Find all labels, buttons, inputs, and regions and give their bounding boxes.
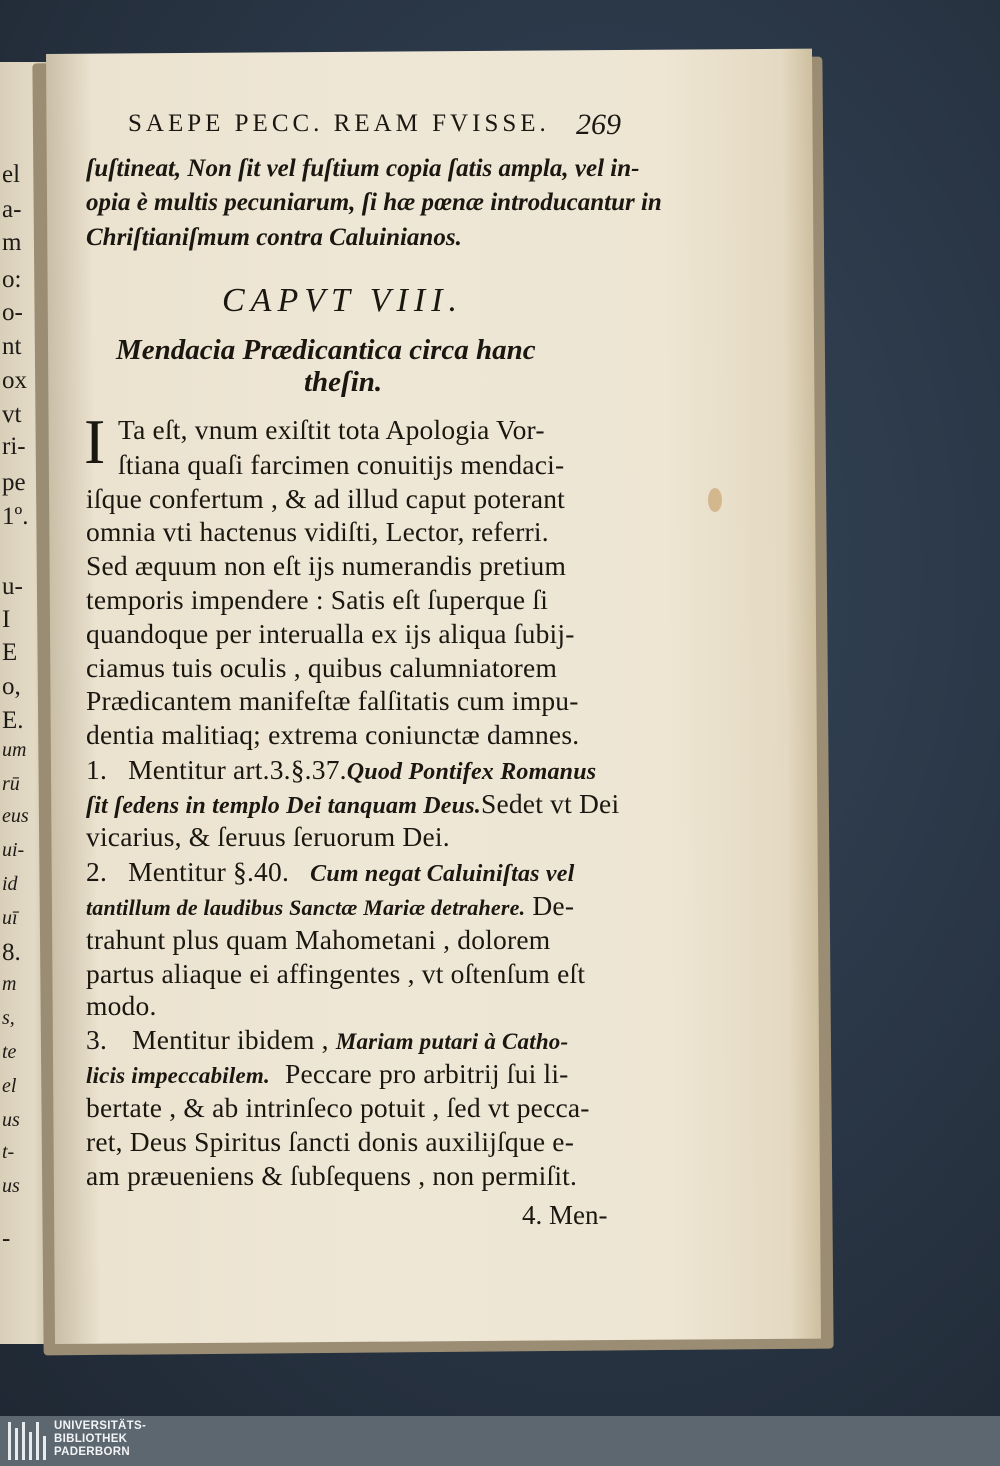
item-number: 1. bbox=[86, 754, 108, 785]
item-3-line: am præueniens & ſubſequens , non permiſit. bbox=[86, 1160, 578, 1191]
item-3-line: bertate , & ab intrinſeco potuit , ſed vt pecca- bbox=[86, 1092, 590, 1123]
facing-page-fragment: eus bbox=[2, 805, 29, 827]
library-name-line: PADERBORN bbox=[54, 1446, 130, 1458]
facing-page-fragment: uī bbox=[2, 907, 18, 929]
facing-page-fragment: pe bbox=[2, 469, 26, 496]
body-line: Prædicantem manifeſtæ falſitatis cum impu- bbox=[86, 685, 579, 716]
body-line: quandoque per interualla ex ijs aliqua ſubij- bbox=[86, 618, 575, 649]
item-text: Peccare pro arbitrij ſui li- bbox=[285, 1058, 569, 1089]
item-lead: Mentitur ibidem , bbox=[132, 1024, 329, 1055]
item-text: Sedet vt Dei bbox=[480, 788, 620, 819]
facing-page-fragment: E. bbox=[2, 707, 24, 734]
facing-page-fragment: id bbox=[2, 873, 18, 895]
item-text: De- bbox=[532, 890, 575, 921]
item-lead: Mentitur §.40. bbox=[128, 856, 290, 887]
item-lead: Mentitur art.3.§.37. bbox=[128, 754, 347, 785]
item-2-line: partus aliaque ei affingentes , vt oſtenſum eſt bbox=[86, 958, 586, 989]
italic-line: opia è multis pecuniarum, ſi hæ pœnæ introducantur in bbox=[86, 189, 662, 216]
chapter-title: Mendacia Prædicantica circa hanc bbox=[116, 334, 536, 366]
item-quote: tantillum de laudibus Sanctæ Mariæ detrahere. bbox=[86, 895, 526, 920]
facing-page-fragment: s, bbox=[2, 1007, 15, 1029]
facing-page-fragment: E bbox=[2, 639, 18, 666]
facing-page-fragment: el bbox=[2, 161, 21, 188]
facing-page-fragment: um bbox=[2, 739, 27, 761]
page-number: 269 bbox=[576, 108, 621, 141]
item-2-line bbox=[86, 858, 574, 886]
drop-capital: I bbox=[84, 406, 106, 477]
facing-page-fragment: ui- bbox=[2, 839, 25, 861]
italic-line: Chriſtianiſmum contra Caluinianos. bbox=[86, 224, 462, 251]
facing-page-fragment: rū bbox=[2, 773, 20, 795]
item-3-line: ret, Deus Spiritus ſancti donis auxilijſque e- bbox=[86, 1126, 575, 1157]
paper-stain bbox=[708, 488, 722, 512]
facing-page-fragment: 1º. bbox=[2, 503, 29, 530]
item-1-line bbox=[86, 756, 596, 784]
facing-page-fragment: te bbox=[2, 1041, 17, 1063]
body-line: Ta eſt, vnum exiſtit tota Apologia Vor- bbox=[118, 414, 545, 445]
facing-page-fragment: ri- bbox=[2, 433, 26, 460]
facing-page-fragment: a- bbox=[2, 196, 22, 223]
library-footer bbox=[0, 1416, 1000, 1466]
body-line: iſque confertum , & ad illud caput poterant bbox=[86, 483, 566, 514]
italic-line: ſuſtineat, Non ſit vel fuſtium copia ſatis ampla, vel in- bbox=[86, 155, 640, 182]
facing-page-fragment: us bbox=[2, 1175, 20, 1197]
chapter-heading: CAPVT VIII. bbox=[222, 282, 464, 319]
body-line: Sed æquum non eſt ijs numerandis pretium bbox=[86, 550, 567, 581]
facing-page-fragment: m bbox=[2, 973, 17, 995]
item-number: 2. bbox=[86, 856, 108, 887]
item-quote: Quod Pontifex Romanus bbox=[346, 759, 597, 785]
item-1-line: vicarius, & ſeruus ſeruorum Dei. bbox=[86, 821, 450, 852]
item-2-line: modo. bbox=[86, 990, 157, 1021]
facing-page-fragment: o, bbox=[2, 673, 21, 700]
item-number: 3. bbox=[86, 1024, 108, 1055]
facing-page-fragment: o: bbox=[2, 266, 22, 293]
facing-page-fragment: vt bbox=[2, 401, 22, 428]
item-3-line bbox=[86, 1060, 569, 1088]
facing-page-fragment: o- bbox=[2, 299, 23, 326]
facing-page-fragment: us bbox=[2, 1109, 20, 1131]
facing-page-fragment: - bbox=[2, 1225, 11, 1252]
item-1-line bbox=[86, 790, 619, 818]
item-2-line: trahunt plus quam Mahometani , dolorem bbox=[86, 924, 551, 955]
item-3-line bbox=[86, 1026, 568, 1054]
facing-page-fragment: 8. bbox=[2, 939, 21, 966]
library-logo-icon bbox=[8, 1422, 48, 1460]
facing-page-fragment: u- bbox=[2, 573, 23, 600]
catchword: 4. Men- bbox=[522, 1200, 608, 1230]
facing-page-fragment: I bbox=[2, 606, 11, 633]
item-2-line bbox=[86, 892, 574, 920]
body-line: omnia vti hactenus vidiſti, Lector, referri. bbox=[86, 516, 549, 547]
library-name-line: UNIVERSITÄTS- bbox=[54, 1420, 147, 1432]
facing-page-fragment: t- bbox=[2, 1141, 15, 1163]
item-quote: licis impeccabilem. bbox=[86, 1063, 270, 1088]
body-line: ſtiana quaſi farcimen conuitijs mendaci- bbox=[118, 449, 565, 480]
running-head-title: SAEPE PECC. REAM FVISSE. bbox=[128, 110, 550, 137]
body-line: temporis impendere : Satis eſt ſuperque ſi bbox=[86, 584, 549, 615]
item-quote: Cum negat Caluiniſtas vel bbox=[310, 861, 575, 887]
facing-page-fragment: nt bbox=[2, 333, 22, 360]
facing-page-fragment: el bbox=[2, 1075, 17, 1097]
body-line: ciamus tuis oculis , quibus calumniatorem bbox=[86, 652, 558, 683]
item-quote: Mariam putari à Catho- bbox=[335, 1029, 569, 1054]
chapter-title-cont: theſin. bbox=[304, 366, 383, 398]
running-head bbox=[128, 108, 658, 141]
item-quote: ſit ſedens in templo Dei tanquam Deus. bbox=[86, 793, 481, 819]
library-name-line: BIBLIOTHEK bbox=[54, 1433, 128, 1445]
facing-page-fragment: m bbox=[2, 229, 22, 256]
body-line: dentia malitiaq; extrema coniunctæ damnes. bbox=[86, 719, 580, 750]
facing-page-fragment: ox bbox=[2, 367, 27, 394]
library-name bbox=[54, 1420, 146, 1459]
